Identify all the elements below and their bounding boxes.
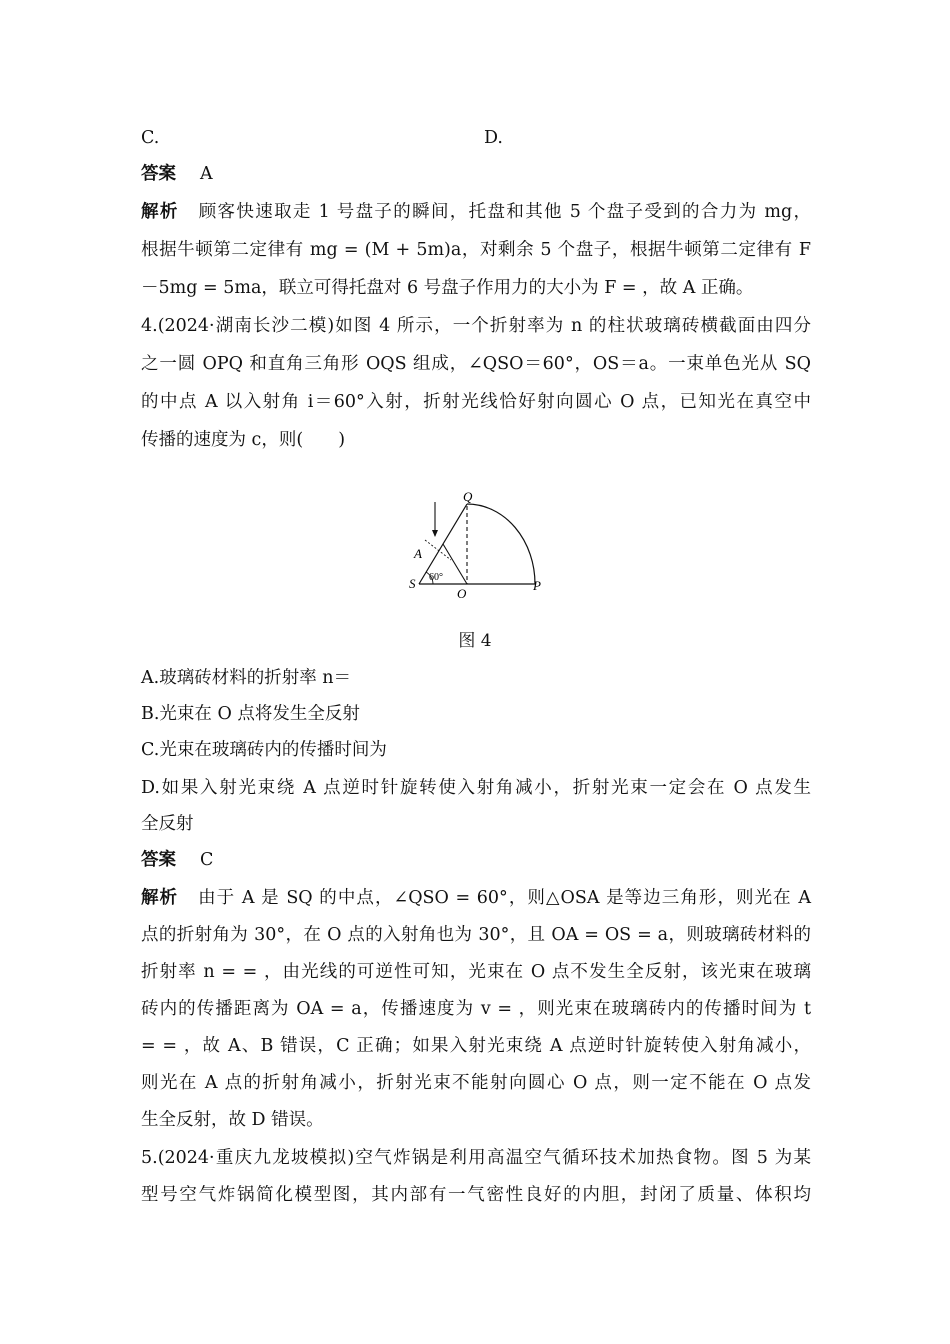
answer-label: 答案 [141,164,176,184]
option-text: B.光束在 O 点将发生全反射 [141,704,360,724]
solution-text: －5mg = 5ma，联立可得托盘对 6 号盘子作用力的大小为 F = ，故 A 正确。 [141,278,754,298]
q4-stem-line-4 [141,422,345,458]
answer-value: A [200,164,213,184]
option-text: 全反射 [141,814,194,834]
stem-text: 5.(2024·重庆九龙坡模拟)空气炸锅是利用高温空气循环技术加热食物。图 5 为某 [141,1148,811,1168]
option-text: D.如果入射光束绕 A 点逆时针旋转使入射角减小，折射光束一定会在 O 点发生 [141,778,811,798]
stem-text: 4.(2024·湖南长沙二模)如图 4 所示，一个折射率为 n 的柱状玻璃砖横截面由四分 [141,316,811,336]
solution-text: 生全反射，故 D 错误。 [141,1110,324,1130]
q4-option-b [141,696,360,732]
q4-option-d-cont [141,806,194,842]
q4-stem-line-2 [141,346,811,382]
option-c-prev [141,120,503,156]
q4-solution-line-5 [141,1028,811,1064]
q4-stem-line-3 [141,384,811,420]
solution-text: 点的折射角为 30°，在 O 点的入射角也为 30°，且 OA = OS = a，则玻璃砖材料的 [141,925,811,945]
option-text: A.玻璃砖材料的折射率 n＝ [141,668,352,688]
q5-stem-line-1 [141,1140,811,1176]
q4-solution-line-4 [141,991,811,1027]
figure-caption: 图 4 [458,631,492,651]
label-s: S [409,576,416,591]
prev-solution-line-2 [141,232,811,268]
q4-solution-line-3 [141,954,811,990]
q4-solution-line-1 [141,880,811,916]
answer-label: 答案 [141,850,176,870]
answer-value: C [200,850,214,870]
q4-option-d [141,770,811,806]
label-o: O [457,586,467,601]
label-p: P [533,578,541,593]
q4-answer [141,842,213,878]
solution-text: 顾客快速取走 1 号盘子的瞬间，托盘和其他 5 个盘子受到的合力为 mg， [198,202,811,222]
q4-solution-line-7 [141,1102,324,1138]
label-a: A [414,546,422,561]
option-c-label: C. [141,128,160,148]
solution-text: = = ，故 A、B 错误，C 正确；如果入射光束绕 A 点逆时针旋转使入射角减小， [141,1036,811,1056]
stem-text: 传播的速度为 c，则( ) [141,430,346,450]
prev-solution-line-3 [141,270,753,306]
solution-label: 解析 [141,888,179,908]
solution-label: 解析 [141,202,179,222]
solution-text: 由于 A 是 SQ 的中点，∠QSO = 60°，则△OSA 是等边三角形，则光在 A [198,888,811,908]
arc-qp [467,504,535,584]
label-angle: 60° [429,572,443,583]
solution-text: 砖内的传播距离为 OA = a，传播速度为 v = ，则光束在玻璃砖内的传播时间为 t [141,999,811,1019]
option-text: C.光束在玻璃砖内的传播时间为 [141,740,387,760]
solution-text: 根据牛顿第二定律有 mg = (M + 5m)a，对剩余 5 个盘子，根据牛顿第二定律有 F [141,240,811,260]
stem-text: 型号空气炸锅简化模型图，其内部有一气密性良好的内胆，封闭了质量、体积均 [141,1185,811,1205]
q5-stem-line-2 [141,1177,811,1213]
stem-text: 之一圆 OPQ 和直角三角形 OQS 组成，∠QSO＝60°，OS＝a。一束单色光从 SQ [141,354,811,374]
label-q: Q [463,489,473,504]
q4-stem-line-1 [141,308,811,344]
option-d-label: D. [484,128,503,148]
q4-solution-line-2 [141,917,811,953]
arrow-head-icon [432,530,438,537]
refracted-ray [443,544,467,584]
q4-option-a [141,660,351,696]
solution-text: 折射率 n = = ，由光线的可逆性可知，光束在 O 点不发生全反射，该光束在玻璃 [141,962,811,982]
prev-solution-line-1 [141,194,811,230]
solution-text: 则光在 A 点的折射角减小，折射光束不能射向圆心 O 点，则一定不能在 O 点发 [141,1073,811,1093]
stem-text: 的中点 A 以入射角 i＝60°入射，折射光线恰好射向圆心 O 点，已知光在真空中 [141,392,811,412]
figure-4-diagram [405,488,555,604]
q4-option-c [141,732,387,768]
q4-solution-line-6 [141,1065,811,1101]
prev-answer [141,156,213,192]
